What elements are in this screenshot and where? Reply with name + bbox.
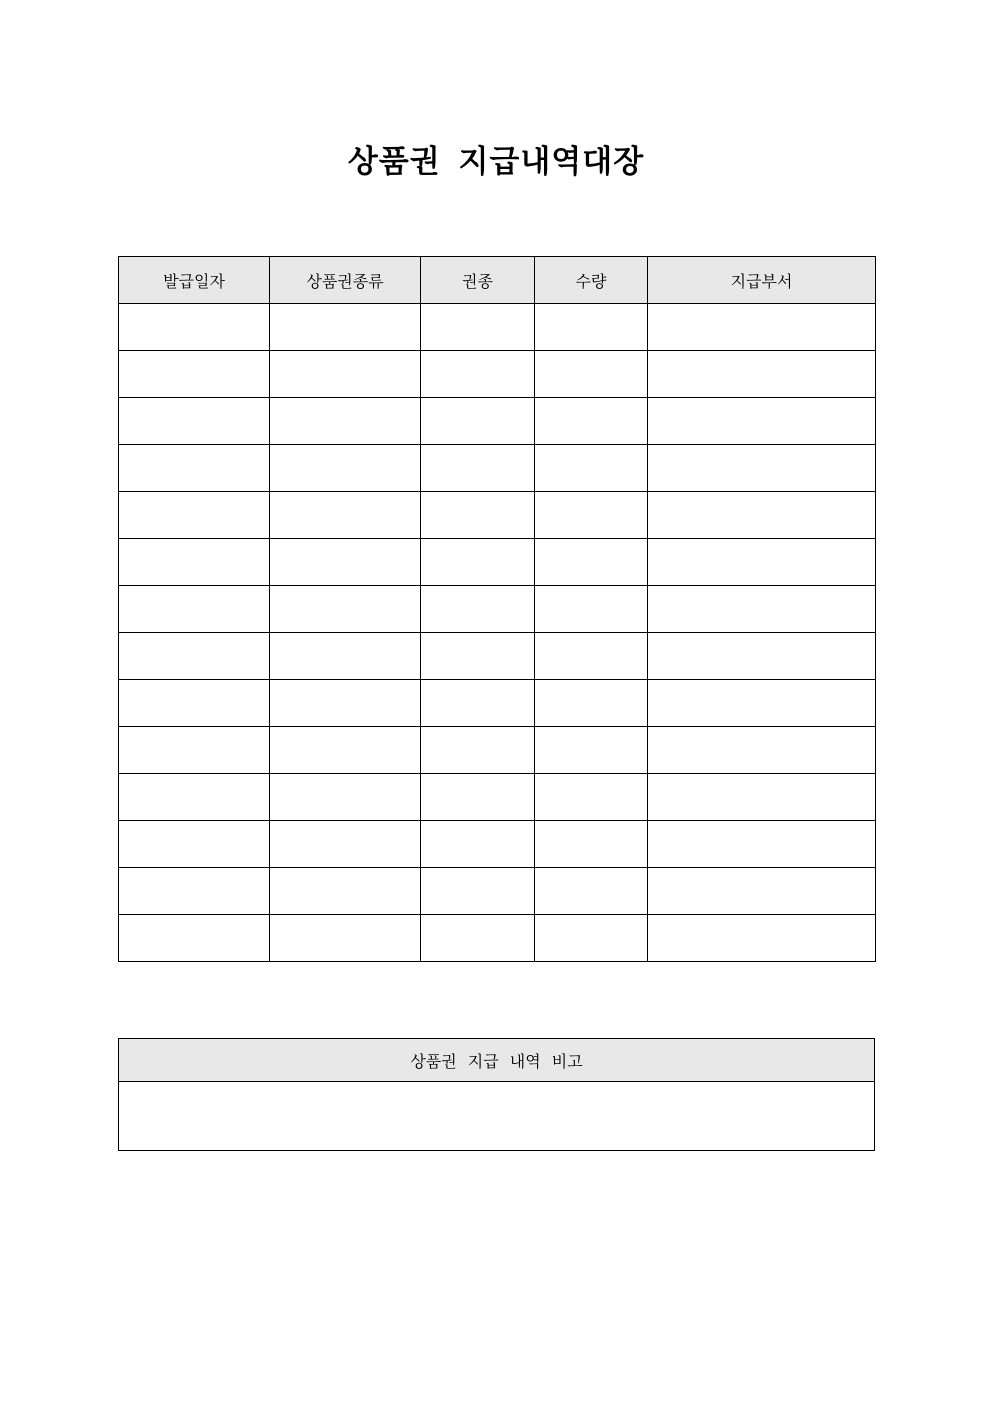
quantity-cell[interactable] [535,821,648,868]
table-row [119,680,876,727]
quantity-cell[interactable] [535,680,648,727]
quantity-cell[interactable] [535,398,648,445]
column-header-voucher-type: 상품권종류 [270,257,421,304]
department-cell[interactable] [648,680,876,727]
department-cell[interactable] [648,539,876,586]
quantity-cell[interactable] [535,774,648,821]
denomination-cell[interactable] [421,398,535,445]
quantity-cell[interactable] [535,727,648,774]
denomination-cell[interactable] [421,445,535,492]
voucher-type-cell[interactable] [270,445,421,492]
voucher-type-cell[interactable] [270,868,421,915]
issue-date-cell[interactable] [119,633,270,680]
department-cell[interactable] [648,915,876,962]
denomination-cell[interactable] [421,351,535,398]
department-cell[interactable] [648,727,876,774]
department-cell[interactable] [648,492,876,539]
quantity-cell[interactable] [535,633,648,680]
voucher-type-cell[interactable] [270,492,421,539]
quantity-cell[interactable] [535,586,648,633]
denomination-cell[interactable] [421,774,535,821]
denomination-cell[interactable] [421,680,535,727]
issue-date-cell[interactable] [119,774,270,821]
voucher-type-cell[interactable] [270,398,421,445]
column-header-issue-date: 발급일자 [119,257,270,304]
table-row [119,868,876,915]
department-cell[interactable] [648,586,876,633]
issue-record-table [118,256,876,962]
table-row [119,398,876,445]
voucher-type-cell[interactable] [270,680,421,727]
column-header-denomination: 권종 [421,257,535,304]
denomination-cell[interactable] [421,586,535,633]
denomination-cell[interactable] [421,492,535,539]
department-cell[interactable] [648,633,876,680]
quantity-cell[interactable] [535,304,648,351]
denomination-cell[interactable] [421,915,535,962]
table-row [119,586,876,633]
denomination-cell[interactable] [421,821,535,868]
issue-date-cell[interactable] [119,821,270,868]
table-row [119,727,876,774]
department-cell[interactable] [648,445,876,492]
denomination-cell[interactable] [421,304,535,351]
issue-date-cell[interactable] [119,586,270,633]
voucher-type-cell[interactable] [270,821,421,868]
table-row [119,774,876,821]
voucher-type-cell[interactable] [270,304,421,351]
notes-table [118,1038,875,1151]
issue-date-cell[interactable] [119,868,270,915]
denomination-cell[interactable] [421,868,535,915]
table-row [119,445,876,492]
department-cell[interactable] [648,304,876,351]
column-header-department: 지급부서 [648,257,876,304]
issue-date-cell[interactable] [119,445,270,492]
issue-date-cell[interactable] [119,680,270,727]
notes-content-cell[interactable] [119,1082,875,1151]
voucher-type-cell[interactable] [270,633,421,680]
department-cell[interactable] [648,868,876,915]
voucher-type-cell[interactable] [270,774,421,821]
table-row [119,821,876,868]
issue-date-cell[interactable] [119,351,270,398]
voucher-type-cell[interactable] [270,915,421,962]
denomination-cell[interactable] [421,727,535,774]
table-row [119,304,876,351]
table-row [119,351,876,398]
table-row [119,915,876,962]
voucher-type-cell[interactable] [270,727,421,774]
issue-date-cell[interactable] [119,727,270,774]
table-row [119,492,876,539]
department-cell[interactable] [648,351,876,398]
issue-date-cell[interactable] [119,398,270,445]
issue-date-cell[interactable] [119,492,270,539]
quantity-cell[interactable] [535,351,648,398]
table-row [119,539,876,586]
quantity-cell[interactable] [535,492,648,539]
table-header-row [119,257,876,304]
notes-header: 상품권 지급 내역 비고 [119,1039,875,1082]
voucher-type-cell[interactable] [270,351,421,398]
quantity-cell[interactable] [535,868,648,915]
denomination-cell[interactable] [421,633,535,680]
quantity-cell[interactable] [535,539,648,586]
column-header-quantity: 수량 [535,257,648,304]
denomination-cell[interactable] [421,539,535,586]
department-cell[interactable] [648,398,876,445]
page-title: 상품권 지급내역대장 [347,144,645,180]
quantity-cell[interactable] [535,445,648,492]
issue-date-cell[interactable] [119,304,270,351]
department-cell[interactable] [648,774,876,821]
table-row [119,633,876,680]
department-cell[interactable] [648,821,876,868]
issue-date-cell[interactable] [119,915,270,962]
quantity-cell[interactable] [535,915,648,962]
voucher-type-cell[interactable] [270,586,421,633]
voucher-type-cell[interactable] [270,539,421,586]
issue-date-cell[interactable] [119,539,270,586]
